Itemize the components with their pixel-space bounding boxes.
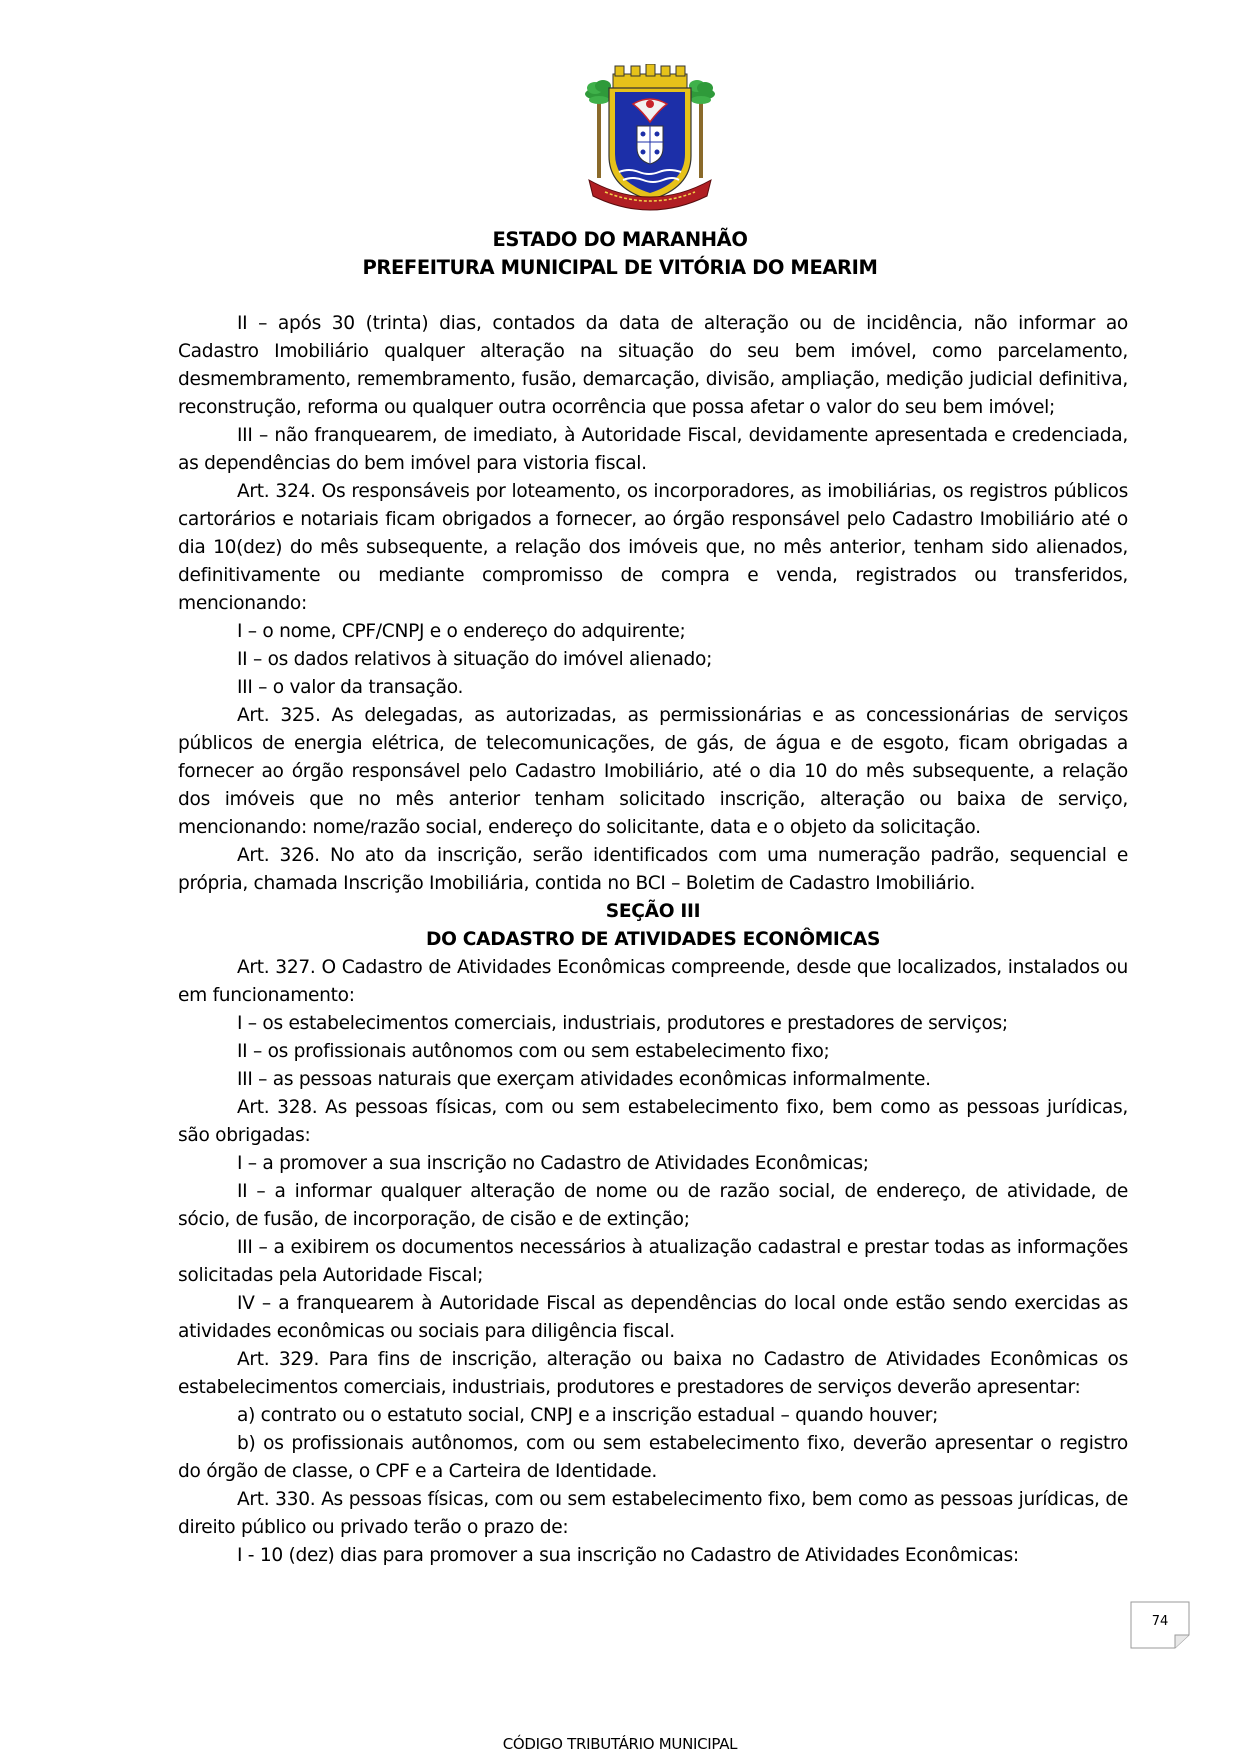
paragraph-art-327-iii: III – as pessoas naturais que exerçam atividades econômicas informalmente.: [237, 1069, 931, 1090]
coat-of-arms-logo: [585, 64, 715, 212]
paragraph-art-330: Art. 330. As pessoas físicas, com ou sem estabelecimento fixo, bem como as pessoas jurídicas, de direito público ou privado terão o prazo de:: [178, 1489, 1128, 1538]
paragraph-art-328-i: I – a promover a sua inscrição no Cadastro de Atividades Econômicas;: [237, 1153, 869, 1174]
section-heading-title: DO CADASTRO DE ATIVIDADES ECONÔMICAS: [425, 929, 881, 950]
paragraph-art-329-a: a) contrato ou o estatuto social, CNPJ e a inscrição estadual – quando houver;: [237, 1405, 939, 1426]
paragraph-art-326: Art. 326. No ato da inscrição, serão identificados com uma numeração padrão, sequencial e própria, chamada Inscrição Imobiliária, contida no BCI – Boletim de Cadastro Imobiliário.: [178, 845, 1128, 894]
mural-crown-icon: [613, 64, 687, 88]
paragraph-art-327: Art. 327. O Cadastro de Atividades Econômicas compreende, desde que localizados, instalados ou em funcionamento:: [178, 957, 1128, 1006]
paragraph-art-329-b: b) os profissionais autônomos, com ou sem estabelecimento fixo, deverão apresentar o registro do órgão de classe, o CPF e a Carteira de Identidade.: [178, 1433, 1128, 1482]
footer-title: CÓDIGO TRIBUTÁRIO MUNICIPAL: [502, 1735, 738, 1753]
section-heading-number: SEÇÃO III: [605, 901, 701, 922]
document-body: [178, 310, 1128, 1570]
paragraph-art-328: Art. 328. As pessoas físicas, com ou sem estabelecimento fixo, bem como as pessoas jurídicas, são obrigadas:: [178, 1097, 1128, 1146]
paragraph-art-328-iii: III – a exibirem os documentos necessários à atualização cadastral e prestar todas as informações solicitadas pela Autoridade Fiscal;: [178, 1237, 1128, 1286]
paragraph-art-324: Art. 324. Os responsáveis por loteamento, os incorporadores, as imobiliárias, os registros públicos cartorários e notariais ficam obrigados a fornecer, ao órgão responsável pelo Cadastro Imobiliário até o dia 10(dez) do mês subsequente, a relação dos imóveis que, no mês anterior, tenham sido alienados, definitivamente ou mediante compromisso de compra e venda, registrados ou transferidos, mencionando:: [178, 481, 1128, 614]
paragraph-art-324-i: I – o nome, CPF/CNPJ e o endereço do adquirente;: [237, 621, 686, 642]
paragraph-art-328-iv: IV – a franquearem à Autoridade Fiscal as dependências do local onde estão sendo exercidas as atividades econômicas ou sociais para diligência fiscal.: [178, 1293, 1128, 1342]
shield-icon: [609, 88, 691, 200]
state-title: ESTADO DO MARANHÃO: [492, 228, 748, 251]
paragraph-art-327-ii: II – os profissionais autônomos com ou sem estabelecimento fixo;: [237, 1041, 830, 1062]
paragraph-art-328-ii: II – a informar qualquer alteração de nome ou de razão social, de endereço, de atividade, de sócio, de fusão, de incorporação, de cisão e de extinção;: [178, 1181, 1128, 1230]
page-number: 74: [1151, 1614, 1169, 1629]
paragraph-art-325: Art. 325. As delegadas, as autorizadas, as permissionárias e as concessionárias de serviços públicos de energia elétrica, de telecomunicações, de gás, de água e de esgoto, ficam obrigadas a fornecer ao órgão responsável pelo Cadastro Imobiliário, até o dia 10 do mês subsequente, a relação dos imóveis que no mês anterior tenham solicitado inscrição, alteração ou baixa de serviço, mencionando: nome/razão social, endereço do solicitante, data e o objeto da solicitação.: [178, 705, 1128, 838]
paragraph-inciso-iii-franquear: III – não franquearem, de imediato, à Autoridade Fiscal, devidamente apresentada e credenciada, as dependências do bem imóvel para vistoria fiscal.: [178, 425, 1128, 474]
paragraph-art-324-ii: II – os dados relativos à situação do imóvel alienado;: [237, 649, 713, 670]
municipality-title: PREFEITURA MUNICIPAL DE VITÓRIA DO MEARIM: [362, 256, 878, 279]
paragraph-art-324-iii: III – o valor da transação.: [237, 677, 464, 698]
paragraph-inciso-ii-alteracao: II – após 30 (trinta) dias, contados da data de alteração ou de incidência, não informar ao Cadastro Imobiliário qualquer alteração na situação do seu bem imóvel, como parcelamento, desmembramento, remembramento, fusão, demarcação, divisão, ampliação, medição judicial definitiva, reconstrução, reforma ou qualquer outra ocorrência que possa afetar o valor do seu bem imóvel;: [178, 313, 1128, 418]
paragraph-art-327-i: I – os estabelecimentos comerciais, industriais, produtores e prestadores de serviços;: [237, 1013, 1008, 1034]
paragraph-art-330-i: I - 10 (dez) dias para promover a sua inscrição no Cadastro de Atividades Econômicas:: [237, 1545, 1019, 1566]
paragraph-art-329: Art. 329. Para fins de inscrição, alteração ou baixa no Cadastro de Atividades Econômicas os estabelecimentos comerciais, industriais, produtores e prestadores de serviços deverão apresentar:: [178, 1349, 1128, 1398]
